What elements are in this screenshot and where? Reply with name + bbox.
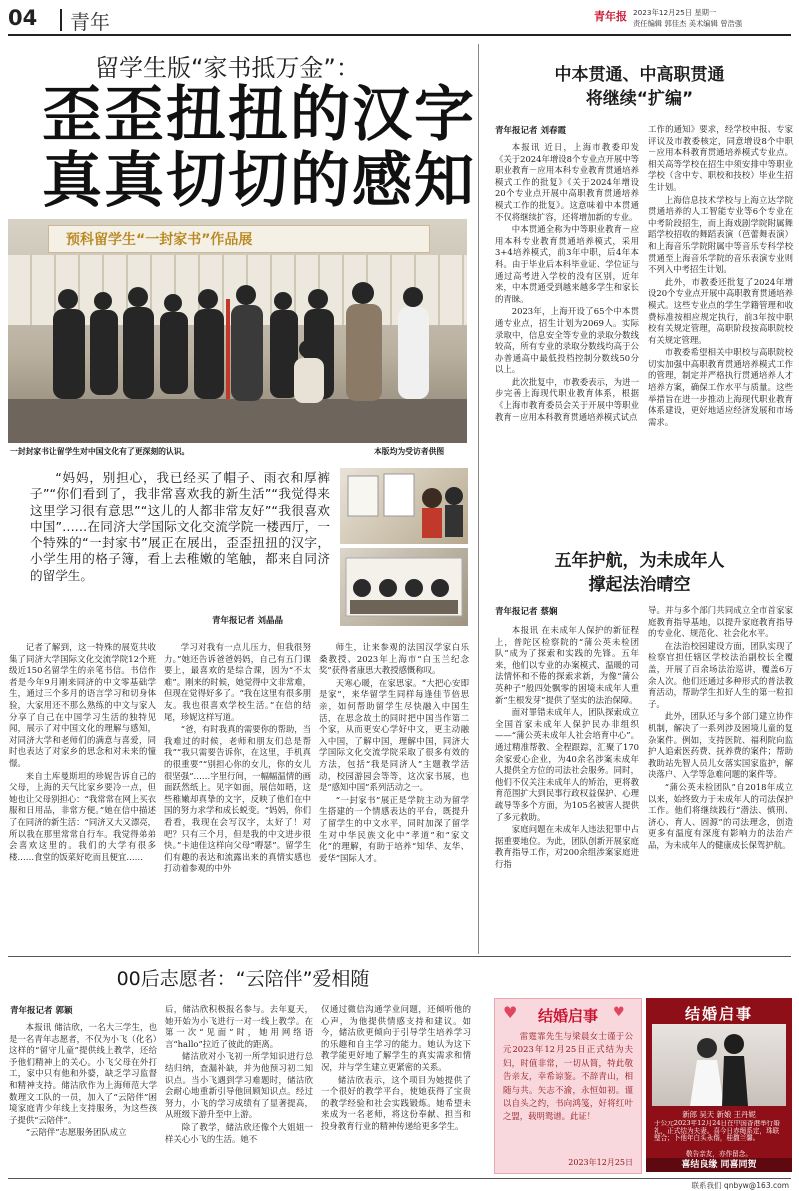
footer-rule [8,1178,791,1179]
vol-col1-para: 本报讯 储沽欣，一名大三学生，也是一名青年志愿者，不仅为小飞（化名）这样的“留守儿童”提供线上教学，还给予他们精神上的关心。小飞父母在外打工，家中只有他和外婆，缺乏学习监督和精神支持。储沽欣作为上海师范大学数理文工队的一员，加入了“云陪伴”困境家庭青少年线上支持服务，为这些孩子提供“云陪伴”。 [9,1022,157,1125]
minors-col2 [648,605,793,950]
photo-banner-text: 预科留学生“一封家书”作品展 [66,232,253,248]
page-header [0,0,799,38]
voc-col1-para: 中本贯通全称为中等职业教育－应用本科专业教育贯通培养模式，采用3+4培养模式，前3年中职，后4年本科。由于毕业后本科毕业证、学位证与通过高考进入学校的没有区别，近年来，中本贯通受到越来越多学生和家长的青睐。 [495,224,639,304]
main-photo-caption: 一封封家书让留学生对中国文化有了更深刻的认识。 [10,447,190,456]
minors-col2-para: 导。并与多个部门共同成立全市首家家庭教育指导基地，以提升家庭教育指导的专业化、规范化、社会化水平。 [648,605,793,639]
wedding-1-date: 2023年12月25日 [568,1158,633,1167]
vol-col3-para: 仅通过微信沟通学业问题，还倾听他的心声，为他提供情感支持和建议。如今，储沽欣更倾向于引导学生培养学习的乐趣和自主学习的能力。她认为这下教学能更好地了解学生的真实需求和情况，并与学生建立更紧密的关系。 [321,1004,471,1072]
minors-col2-para: 在法治校园建设方面，团队实现了检察官担任辖区学校法治副校长全覆盖，开展了百余场法治巡讲，覆盖6万余人次。他们还通过多种形式的普法教育活动，帮助学生扣好人生的第一粒扣子。 [648,640,793,709]
voc-col1-para: 本报讯 近日，上海市教委印发《关于2024年增设8个专业点开展中等职业教育－应用本科专业教育贯通培养模式工作的批复》《关于2024年增设20个专业点开展中高职教育贯通培养模式工作的批复》。这意味着中本贯通不仅将继续扩容，还将增加新的专业。 [495,142,639,222]
main-story-title-line1: 歪歪扭扭的汉字 [42,80,476,150]
heart-icon: ♥ [613,1005,625,1020]
vocational-col1 [495,142,639,540]
vocational-col2 [648,124,793,540]
main-story-kicker: 留学生版“家书抵万金”： [95,54,360,82]
couple-silhouette [652,1024,786,1106]
minors-col1-para: 面对罪错未成年人，团队探索成立全国首家未成年人保护民办非组织——“蒲公英未成年人社会培育中心”。通过精准帮教、全程跟踪，汇聚了170余家爱心企业，为40余名涉案未成年人提供全方位的司法社会服务。同时，他们不仅关注未成年人的矫治，更将教育范围扩大到民事行政权益保护、心理疏导等多个方面，为105名被害人提供了多元救助。 [495,707,639,822]
minors-title-line2: 撑起法治晴空 [588,575,691,595]
minors-col2-para: 此外，团队还与多个部门建立协作机制，解决了一系列涉及困境儿童的复杂案件。例如，支持医院、福利院向监护人追索医药费、抚养费的案件；帮助教助站先智人员儿女落实国家监护，解决落户、入学等急难问题的案件等。 [648,711,793,780]
wedding-2-title: 结婚启事 [684,1005,753,1023]
wedding-notice-1 [494,998,642,1174]
letter-photo-1 [340,468,468,544]
footer-contact: 联系我们 qnbyw@163.com [691,1181,789,1190]
masthead-logo: 青年报 [594,10,627,23]
voc-col2-para: 工作的通知》要求，经学校申报、专家评议及市教委核定，同意增设8个中职－应用本科教育贯通培养模式专业点。相关高等学校在招生中须安排中等职业学校（含中专、职校和技校）毕业生招生计划。 [648,124,793,192]
minors-col1-para: 本报讯 在未成年人保护的新征程上，普陀区检察院的“蒲公英未检团队”成为了探索和实践的先锋。五年来，他们以专业的办案模式、温暖的司法情怀和不倦的探索求新，为像“蒲公英种子”般四处飘零的困境未成年人重新“生根发芽”提供了坚实的法治保障。 [495,625,639,705]
main-col3-para: 师生，让来参观的法国汉学家白乐桑教授、2023年上海市“白玉兰纪念奖”获得者康思大教授感慨称叹。 [319,642,469,676]
minors-col1 [495,625,639,950]
wedding-1-body: 雷霆霏先生与梁晨女士谨于公元2023年12月25日正式结为夫妇，时值非常，一切从简，特此敬告亲友，幸希谅鉴。不辞青山，相随与共。矢志不渝，永恒如初。谨以自头之约，书向鸿笺，好将红叶之盟，载明鸳谱。此证！ [503,1031,633,1122]
voc-col2-para: 上海信息技术学校与上海立达学院贯通培养的人工智能专业等6个专业在中考阶段招生，而上海戏剧学院附属舞蹈学校招收的舞蹈表演（芭蕾舞表演）和上海音乐学院附属中等音乐专科学校贯通至上海音乐学院的音乐表演专业则不列入中考招生计划。 [648,194,793,275]
wedding-1-title: 结婚启事 [537,1007,598,1025]
main-col2-para: 学习对我有一点儿压力，但我很努力。”她还告诉爸爸妈妈，自己有五门课要上，最喜欢的是综合课，因为“不太难”。刚来的时候，她觉得中文非常难，但现在觉得好多了。“我在这里有很多朋友。我也很喜欢学校生活。”在信的结尾，珍妮这样写道。 [164,642,311,722]
minors-col2-para: “蒲公英未检团队”自2018年成立以来，始终致力于未成年人的司法保护工作。他们将继续践行“潜法、慎刑、济心、育人、固源”的司法理念，创造更多有温度有深度有影响力的法治产品，为未成年人的健康成长保驾护航。 [648,781,793,850]
header-divider [60,9,62,31]
letter-photo-1-content [340,468,468,544]
section-name: 青年 [70,10,110,34]
header-rule [8,34,791,36]
vol-col2-para: 除了教学，储沽欣还像个大姐姐一样关心小飞的生活。她不 [165,1121,313,1144]
main-story-col1 [9,642,156,950]
vol-col2-para: 后，储沽欣积极报名参与。去年夏天，她开始为小飞进行一对一线上教学。在第一次“见面”时，她用网络语言“hallo”拉近了彼此的距离。 [165,1004,313,1049]
voc-col2-para: 此外，市教委还批复了2024年增设20个专业点开展中高职教育贯通培养模式。这些专业点的学生学籍管理和收费标准按相应规定执行，前3年按中职校有关规定管理，高职阶段按高职院校有关规定管理。 [648,276,793,345]
header-date: 2023年12月25日 星期一 [633,8,717,17]
volunteer-col3 [321,1004,471,1174]
main-col1-para: 记者了解到，这一特殊的展览共收集了同济大学国际文化交流学院12个班级近150名留学生的亲笔书信。书信作者是今年9月刚来同济的中文零基础学生，通过三个多月的语言学习和切身体验，大家用还不那么熟练的中文与家人分享了自己在中国学习生活的独特见闻，展示了对中国文化的理解与感知，对同济大学和老师们的满意与喜爱，同时也表达了对家乡的思念和对未来的憧憬。 [9,642,156,768]
letter-photo-2 [340,548,468,626]
column-divider [478,44,479,954]
main-story-title-line2: 真真切切的感知 [42,146,476,216]
wedding-couple-photo [652,1024,786,1106]
minors-title-line1: 五年护航，为未成年人 [554,551,725,571]
letter-photo-2-content [340,548,468,626]
wedding-2-footer: 喜结良缘 同喜同贺 [646,1158,792,1172]
minors-byline: 青年报记者 蔡娴 [495,607,558,617]
main-story-col3 [319,642,469,950]
people-silhouettes [8,279,467,443]
main-story-lead: “妈妈，别担心，我已经买了帽子、雨衣和厚裤子”“你们看到了，我非常喜欢我的新生活”“我觉得来这里学习很有意思”“这儿的人都非常友好”“我很喜欢中国”……在同济大学国际文化交流学院一楼西厅，一个特殊的“一封家书”展正在展出，歪歪扭扭的汉字，小学生用的格子簿，看上去稚嫩的笔触，都来自同济的留学生。 [30,470,330,583]
main-photo-credit: 本版均为受访者供图 [374,447,445,456]
vocational-title-line1: 中本贯通、中高职贯通 [554,65,725,85]
wedding-2-sign: 敬告亲友，亦作留念。 [686,1150,752,1158]
heart-icon: ♥ [503,1003,518,1022]
main-story-col2 [164,642,311,950]
minors-col1-para: 家庭问题在未成年人违法犯罪中占据重要地位。为此，团队创新开展家庭教育指导工作，对200余组涉案家庭进行指 [495,824,639,869]
volunteer-byline: 青年报记者 郭颖 [10,1006,73,1016]
voc-col1-para: 2023年，上海开设了65个中本贯通专业点，招生计划为2069人。实际录取中，信息安全等专业的录取分数线较高，所有专业的录取分数线均高于公办普通高中最低投档控制分数线50分以上。 [495,306,639,375]
main-story-byline: 青年报记者 刘晶晶 [212,616,283,626]
main-col3-para: 天寒心暖，在家思家。“大把心安即是家”，来华留学生同样每逢佳节倍思亲，如何帮助留学生尽快融入中国生活，在思念故土的同时把中国当作第二个家，从而更安心学好中文，更主动融入中国，了解中国，理解中国，同济大学国际文化交流学院采取了很多有效的方法，包括“我是同济人”主题教学活动，校园游园会等等，这次家书展，也是“感知中国”系列活动之一。 [319,677,469,793]
volunteer-title: 00后志愿者：“云陪伴”爱相随 [116,968,370,990]
vol-col2-para: 储沽欣对小飞初一所学知识进行总结归纳，查漏补缺，并为他预习初二知识点。当小飞遇到学习难题时，储沽欣会耐心地重新引导他回顾知识点。经过努力，小飞的学习成绩有了显著提高，从班级下游升至中上游。 [165,1051,313,1120]
bottom-section-rule [8,956,791,957]
vocational-byline: 青年报记者 刘春霞 [495,126,566,136]
main-col1-para: 来自土库曼斯坦的珍妮告诉自己的父母，上海的天气比家乡要冷一点，但她也让父母别担心：“我常常在网上买衣服和日用品，非常方便。”她在信中描述了在同济的新生活：“同济又大又漂亮，所以我在那里常常自行车。我觉得弟弟会喜欢这里的。我们的大学有很多楼……食堂的饭菜好吃而且便宜…… [9,770,156,862]
wedding-2-names: 新郎 吴天 新娘 王丹妮 [682,1110,756,1119]
wedding-2-body: 于公元2023年12月24日在中国香港举行婚礼，正式结为夫妻。喜今日赤绳系定，珠联璧合；卜他年白头永偕，桂馥兰馨。 [654,1120,780,1143]
exhibition-group-photo [8,219,467,443]
main-col2-para: “爸，有时我真的需要你的帮助，当我难过的时候，老师和朋友们总是帮我”“我只需要告诉你，在这里，手机真的很重要”“别担心你的女儿，你的女儿很坚强”……字里行间，一幅幅温情的画面跃然纸上。见字如面，展信如晤，这些稚嫩却真挚的文字，反映了他们在中国的努力求学和成长蜕变。“妈妈，你们看看，我现在会写汉字，太好了！对吧？只有三个月，但是我的中文进步很快。”卡迪佳这样向父母“嘚瑟”。留学生们有趣的表达和流露出来的真情实感也打动着参观的中外 [164,724,311,874]
header-editors: 责任编辑 郭佳杰 美术编辑 曾浩强 [633,19,743,28]
main-col3-para: “一封家书”展正是学院主动为留学生搭建的一个情感表达的平台，既提升了留学生的中文水平，同时加深了留学生对中华民族文化中“孝道”和“家文化”的理解，有助于培养“知华、友华、爱华”国际人才。 [319,794,469,863]
voc-col1-para: 此次批复中，市教委表示，为进一步完善上海现代职业教育体系，根据《上海市教育委员会关于开展中等职业教育－应用本科教育贯通培养模式试点 [495,376,639,422]
page-number: 04 [8,6,38,30]
voc-col2-para: 市教委希望相关中职校与高职院校切实加强中高职教育贯通培养模式工作的管理，制定并严格执行贯通培养人才培养方案，确保工作水平与质量。这些举措旨在进一步推动上海现代职业教育体系建设，更好地适应经济发展和市场需求。 [648,347,793,427]
volunteer-col2 [165,1004,313,1174]
vol-col1-para: “云陪伴”志愿服务团队成立 [25,1127,127,1138]
wedding-notice-2 [646,998,792,1172]
vol-col3-para: 储沽欣表示，这个项目为她提供了一个很好的教学平台，使她获得了宝贵的教学经验和社会实践锻炼。她希望未来成为一名老师，将这份奉献、担当和投身教育行业的精神传递给更多学生。 [321,1074,471,1131]
volunteer-col1 [9,1022,157,1174]
vocational-title-line2: 将继续“扩编” [585,89,694,109]
